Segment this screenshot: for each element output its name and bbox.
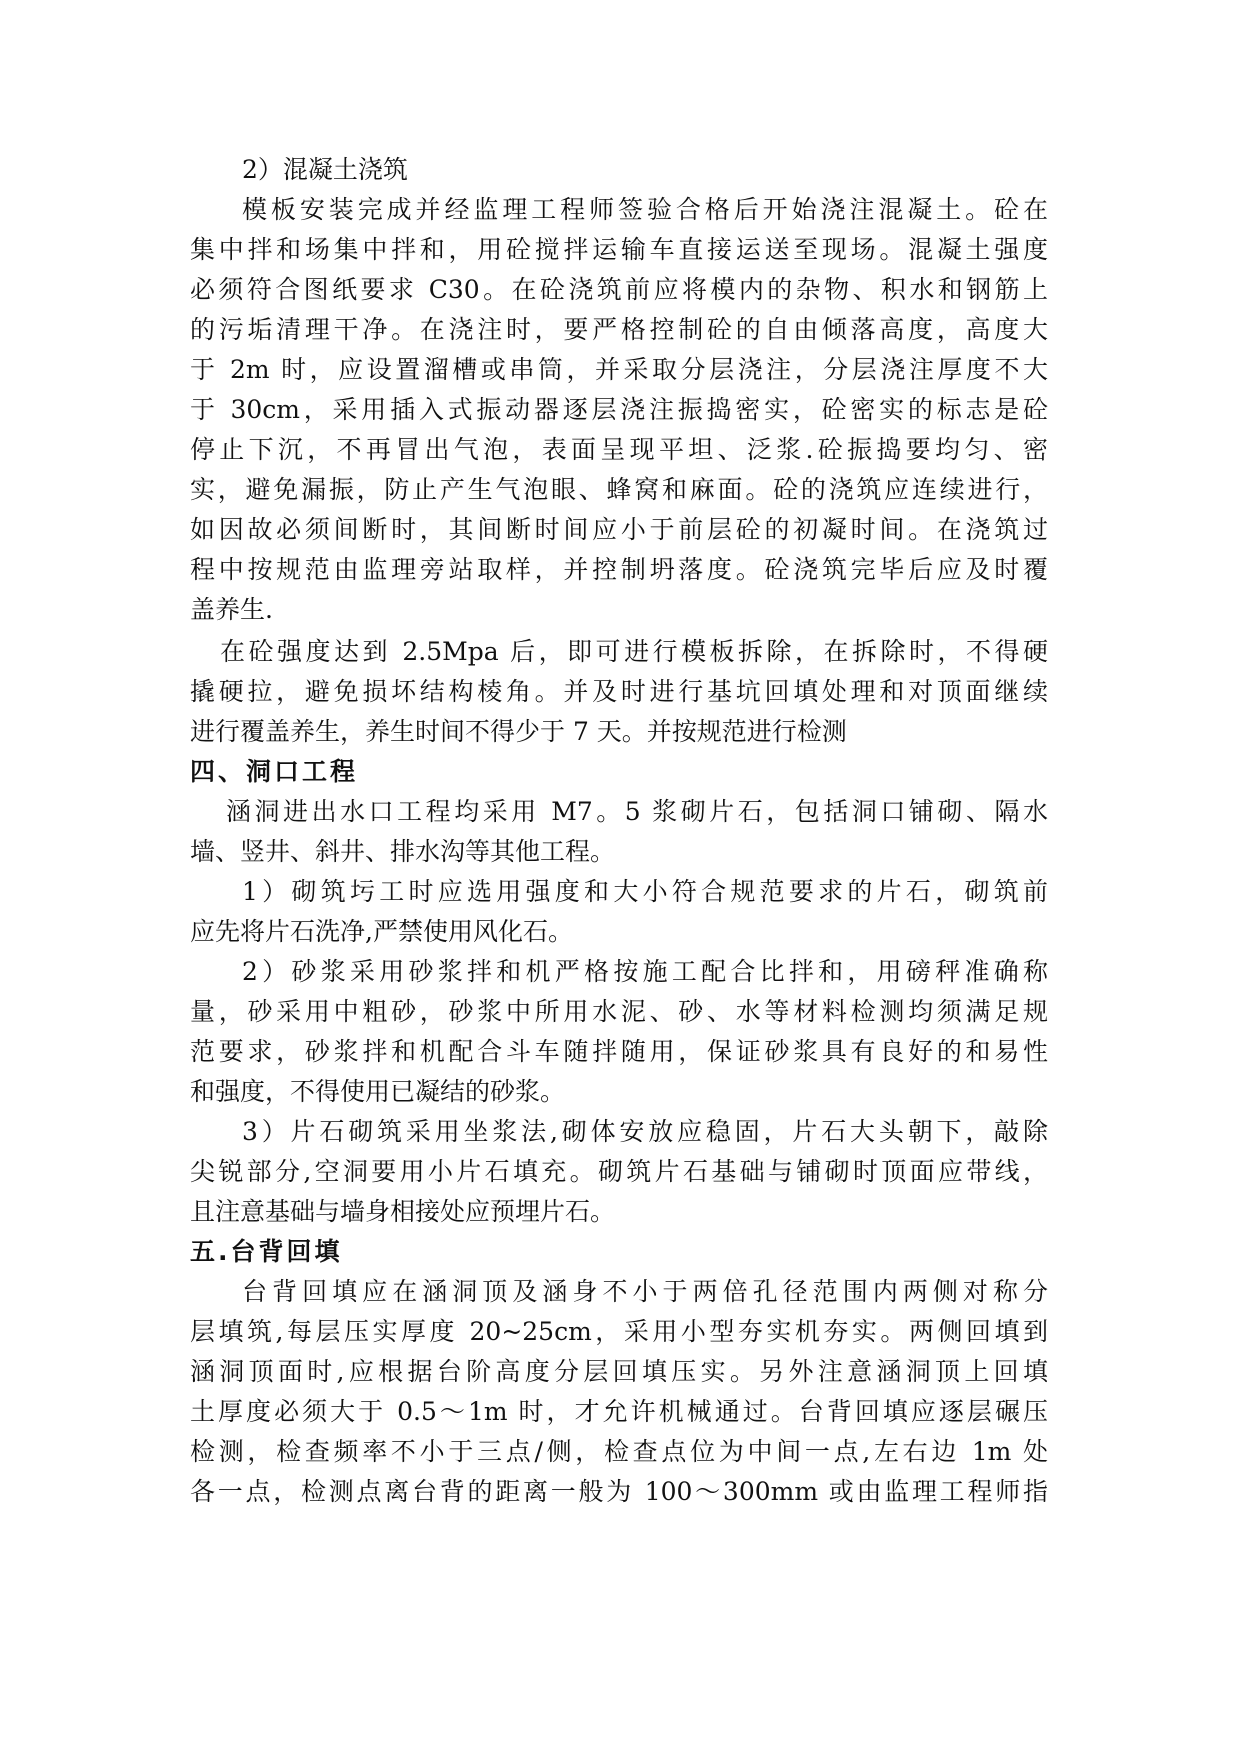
text-line: 模板安装完成并经监理工程师签验合格后开始浇注混凝土。砼在: [242, 195, 1048, 224]
text-line: 各一点，检测点离台背的距离一般为 100～300mm 或由监理工程师指: [190, 1477, 1048, 1506]
text-line: 层填筑,每层压实厚度 20~25cm，采用小型夯实机夯实。两侧回填到: [190, 1317, 1048, 1346]
text-line: 土厚度必须大于 0.5～1m 时，才允许机械通过。台背回填应逐层碾压: [190, 1397, 1048, 1426]
section-heading-portal-works: 四、洞口工程: [190, 757, 359, 786]
section-heading-abutment-backfill: 五.台背回填: [190, 1237, 343, 1266]
paragraph-formwork-removal: [190, 632, 1048, 752]
paragraph-portal-works: [190, 792, 1048, 872]
paragraph-backfill: [190, 1272, 1048, 1512]
text-line: 检测，检查频率不小于三点/侧，检查点位为中间一点,左右边 1m 处: [190, 1437, 1048, 1466]
text-line: 程中按规范由监理旁站取样，并控制坍落度。砼浇筑完毕后应及时覆: [190, 555, 1048, 584]
paragraph-item-2: [190, 952, 1048, 1112]
paragraph-item-1: [190, 872, 1048, 952]
text-line: 在砼强度达到 2.5Mpa 后，即可进行模板拆除，在拆除时，不得硬: [220, 637, 1048, 666]
text-line: 和强度，不得使用已凝结的砂浆。: [190, 1077, 566, 1106]
text-line: 2）砂浆采用砂浆拌和机严格按施工配合比拌和，用磅秤准确称: [242, 957, 1048, 986]
text-line: 范要求，砂浆拌和机配合斗车随拌随用，保证砂浆具有良好的和易性: [190, 1037, 1048, 1066]
text-line: 量，砂采用中粗砂，砂浆中所用水泥、砂、水等材料检测均须满足规: [190, 997, 1048, 1026]
text-line: 台背回填应在涵洞顶及涵身不小于两倍孔径范围内两侧对称分: [242, 1277, 1048, 1306]
document-page: [190, 150, 1048, 1512]
text-line: 墙、竖井、斜井、排水沟等其他工程。: [190, 837, 616, 866]
text-line: 如因故必须间断时，其间断时间应小于前层砼的初凝时间。在浇筑过: [190, 515, 1048, 544]
text-line: 尖锐部分,空洞要用小片石填充。砌筑片石基础与铺砌时顶面应带线，: [190, 1157, 1048, 1186]
text-line: 于 30cm，采用插入式振动器逐层浇注振捣密实，砼密实的标志是砼: [190, 395, 1048, 424]
text-line: 实，避免漏振，防止产生气泡眼、蜂窝和麻面。砼的浇筑应连续进行，: [190, 475, 1048, 504]
text-line: 进行覆盖养生，养生时间不得少于 7 天。并按规范进行检测: [190, 717, 847, 746]
text-line: 且注意基础与墙身相接处应预埋片石。: [190, 1197, 616, 1226]
paragraph-concrete-pouring: [190, 190, 1048, 630]
text-line: 3）片石砌筑采用坐浆法,砌体安放应稳固，片石大头朝下，敲除: [242, 1117, 1048, 1146]
text-line: 的污垢清理干净。在浇注时，要严格控制砼的自由倾落高度，高度大: [190, 315, 1048, 344]
subsection-title-concrete-pouring: 2）混凝土浇筑: [242, 155, 408, 184]
text-line: 撬硬拉，避免损坏结构棱角。并及时进行基坑回填处理和对顶面继续: [190, 677, 1048, 706]
paragraph-item-3: [190, 1112, 1048, 1232]
text-line: 停止下沉，不再冒出气泡，表面呈现平坦、泛浆.砼振捣要均匀、密: [190, 435, 1048, 464]
text-line: 涵洞进出水口工程均采用 M7。5 浆砌片石，包括洞口铺砌、隔水: [226, 797, 1048, 826]
text-line: 应先将片石洗净,严禁使用风化石。: [190, 917, 573, 946]
text-line: 集中拌和场集中拌和，用砼搅拌运输车直接运送至现场。混凝土强度: [190, 235, 1048, 264]
text-line: 1）砌筑圬工时应选用强度和大小符合规范要求的片石，砌筑前: [242, 877, 1048, 906]
text-line: 于 2m 时，应设置溜槽或串筒，并采取分层浇注，分层浇注厚度不大: [190, 355, 1048, 384]
text-line: 盖养生.: [190, 595, 273, 624]
text-line: 涵洞顶面时,应根据台阶高度分层回填压实。另外注意涵洞顶上回填: [190, 1357, 1048, 1386]
text-line: 必须符合图纸要求 C30。在砼浇筑前应将模内的杂物、积水和钢筋上: [190, 275, 1048, 304]
